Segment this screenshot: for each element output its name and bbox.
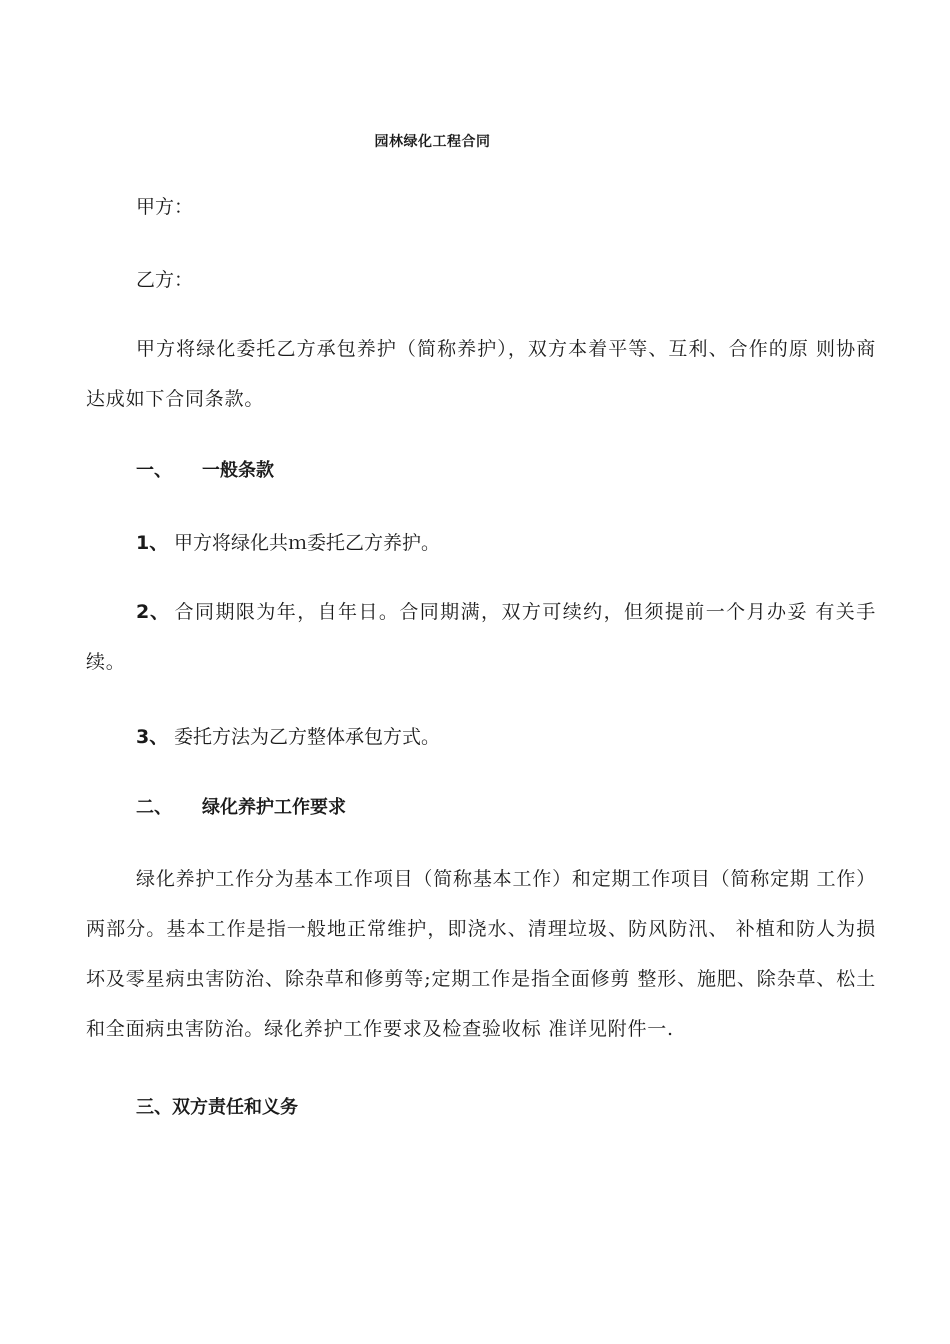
section-1-title: 一般条款 <box>202 460 274 481</box>
clause-1 <box>136 528 926 558</box>
clause-3-text: 委托方法为乙方整体承包方式。 <box>174 726 441 748</box>
document-title: 园林绿化工程合同 <box>374 134 491 150</box>
section-1-number: 一、 <box>136 460 172 481</box>
section-2-title: 绿化养护工作要求 <box>202 797 346 818</box>
clause-2-text: 合同期限为年，自年日。合同期满，双方可续约，但须提前一个月办妥 有关手续。 <box>86 601 876 673</box>
section-2-body: 绿化养护工作分为基本工作项目（简称基本工作）和定期工作项目（简称定期 工作）两部分。基本工作是指一般地正常维护，即浇水、清理垃圾、防风防汛、 补植和防人为损坏及零星病虫害防治、除杂草和修剪等;定期工作是指全面修剪 整形、施肥、除杂草、松土和全面病虫害防治。绿化养护工作要求及检查验收标 准详见附件一. <box>86 868 876 1040</box>
section-3-heading: 三、双方责任和义务 <box>136 1097 298 1118</box>
clause-2 <box>86 587 876 687</box>
party-b-line: 乙方： <box>136 269 194 291</box>
intro-paragraph: 甲方将绿化委托乙方承包养护（简称养护），双方本着平等、互利、合作的原 则协商达成如下合同条款。 <box>86 338 876 410</box>
section-2-number: 二、 <box>136 797 172 818</box>
clause-3 <box>136 722 926 752</box>
section-2-heading <box>136 793 346 823</box>
party-a-line: 甲方： <box>136 196 194 218</box>
clause-2-number: 2、 <box>136 601 170 623</box>
section-1-heading <box>136 456 274 486</box>
clause-1-number: 1、 <box>136 532 169 554</box>
clause-1-text: 甲方将绿化共ｍ委托乙方养护。 <box>174 532 441 554</box>
clause-3-number: 3、 <box>136 726 169 748</box>
